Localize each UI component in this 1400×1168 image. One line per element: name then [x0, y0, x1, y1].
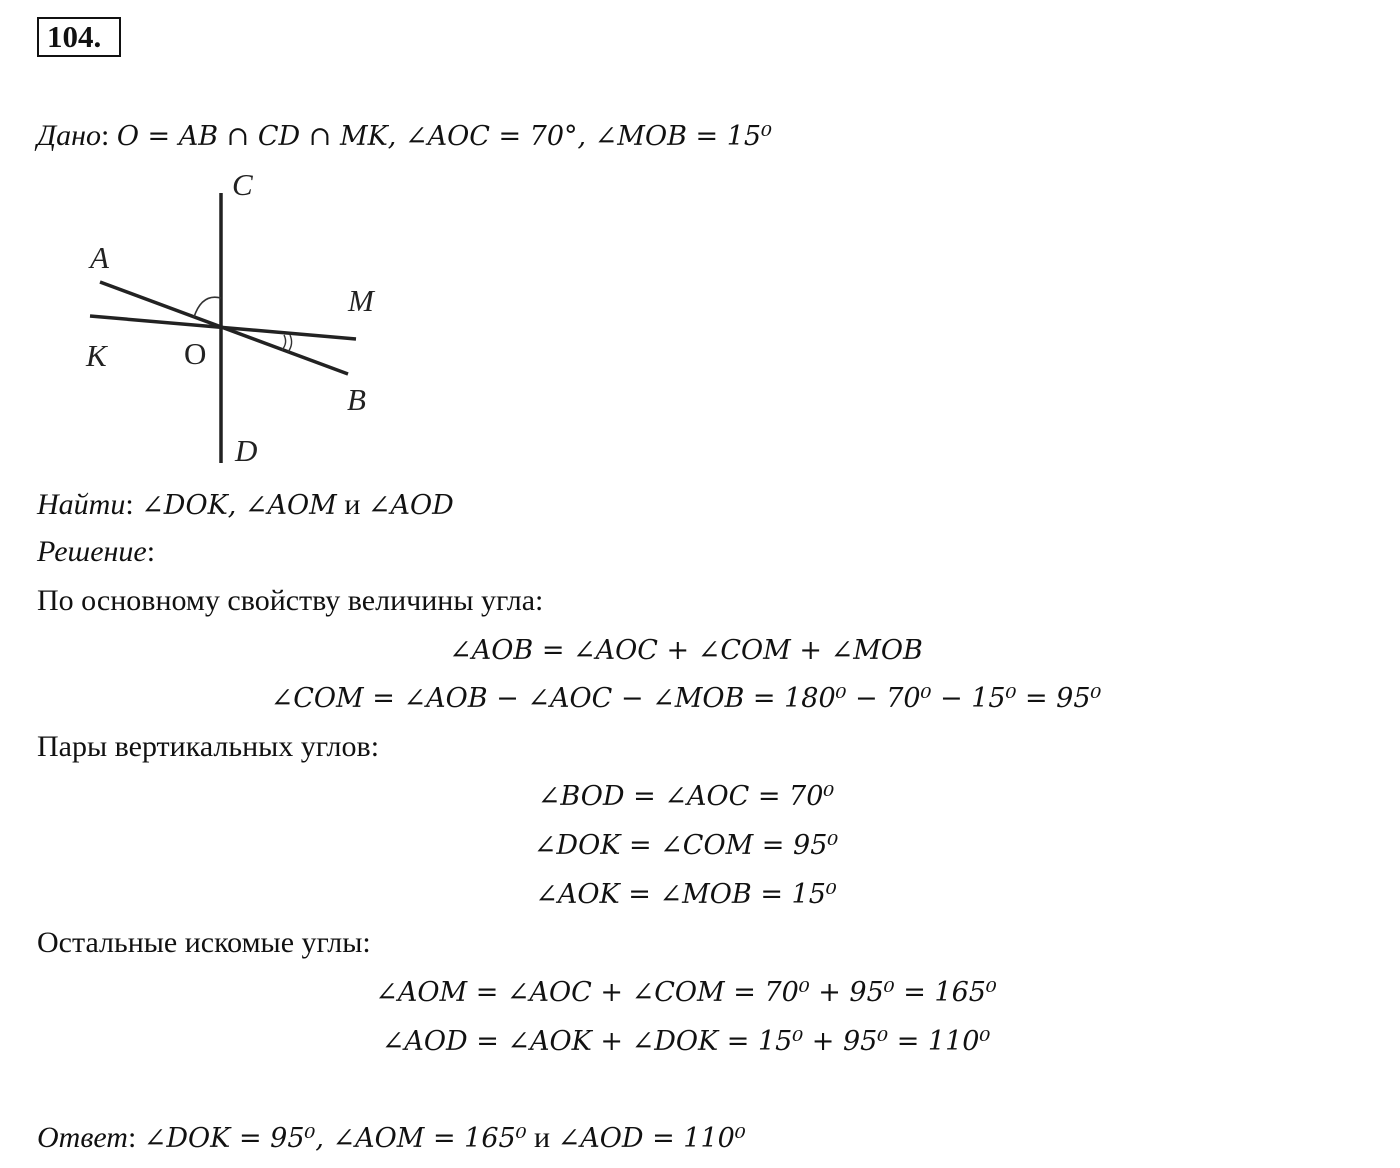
line-km — [90, 316, 356, 339]
find-conj: и — [344, 488, 361, 521]
label-d: D — [235, 433, 258, 468]
equation-6 — [0, 974, 1372, 1011]
label-c: C — [232, 167, 253, 202]
solution-label: Решение — [37, 535, 147, 568]
equation-3-text: ∠BOD = ∠AOC = 70⁰ — [537, 781, 835, 812]
find-part1: ∠DOK, ∠AOM — [141, 490, 337, 521]
label-b: B — [347, 382, 366, 417]
geometry-figure — [60, 165, 420, 470]
solution-intro-3: Остальные искомые углы: — [37, 926, 371, 959]
equation-2-text: ∠COM = ∠AOB − ∠AOC − ∠MOB = 180⁰ − 70⁰ − 15⁰ = 95⁰ — [270, 683, 1102, 714]
equation-4 — [0, 827, 1372, 864]
given-statement: O = AB ∩ CD ∩ MK, ∠AOC = 70°, ∠MOB = 15⁰ — [116, 121, 772, 152]
equation-1 — [0, 632, 1372, 669]
label-o: O — [184, 336, 207, 371]
arc-mob-1 — [282, 335, 286, 350]
equation-5-text: ∠AOK = ∠MOB = 15⁰ — [535, 879, 837, 910]
given-colon: : — [100, 119, 110, 152]
find-part2: ∠AOD — [367, 490, 454, 521]
equation-2 — [0, 680, 1372, 717]
solution-intro-1: По основному свойству величины угла: — [37, 584, 544, 617]
equation-5 — [0, 876, 1372, 913]
solution-colon: : — [146, 535, 156, 568]
answer-conj: и — [534, 1121, 551, 1154]
given-label: Дано — [37, 119, 101, 152]
answer-label: Ответ — [37, 1121, 128, 1154]
solution-intro-2: Пары вертикальных углов: — [37, 730, 380, 763]
arc-aoc — [194, 297, 221, 317]
label-k: K — [86, 338, 107, 373]
given-line — [37, 118, 772, 155]
equation-6-text: ∠AOM = ∠AOC + ∠COM = 70⁰ + 95⁰ = 165⁰ — [375, 977, 997, 1008]
find-line — [37, 487, 454, 524]
equation-7-text: ∠AOD = ∠AOK + ∠DOK = 15⁰ + 95⁰ = 110⁰ — [381, 1026, 991, 1057]
arc-mob-2 — [288, 335, 292, 352]
answer-part1: ∠DOK = 95⁰, ∠AOM = 165⁰ — [143, 1123, 527, 1154]
answer-part2: ∠AOD = 110⁰ — [557, 1123, 746, 1154]
solution-heading — [37, 534, 155, 570]
answer-colon: : — [127, 1121, 137, 1154]
find-colon: : — [125, 488, 134, 521]
answer-line — [37, 1120, 746, 1157]
equation-1-text: ∠AOB = ∠AOC + ∠COM + ∠MOB — [449, 635, 923, 666]
problem-number: 104. — [37, 17, 121, 57]
equation-3 — [0, 778, 1372, 815]
equation-4-text: ∠DOK = ∠COM = 95⁰ — [533, 830, 839, 861]
label-m: M — [348, 283, 374, 318]
find-label: Найти — [37, 488, 126, 521]
equation-7 — [0, 1023, 1372, 1060]
label-a: A — [90, 240, 109, 275]
